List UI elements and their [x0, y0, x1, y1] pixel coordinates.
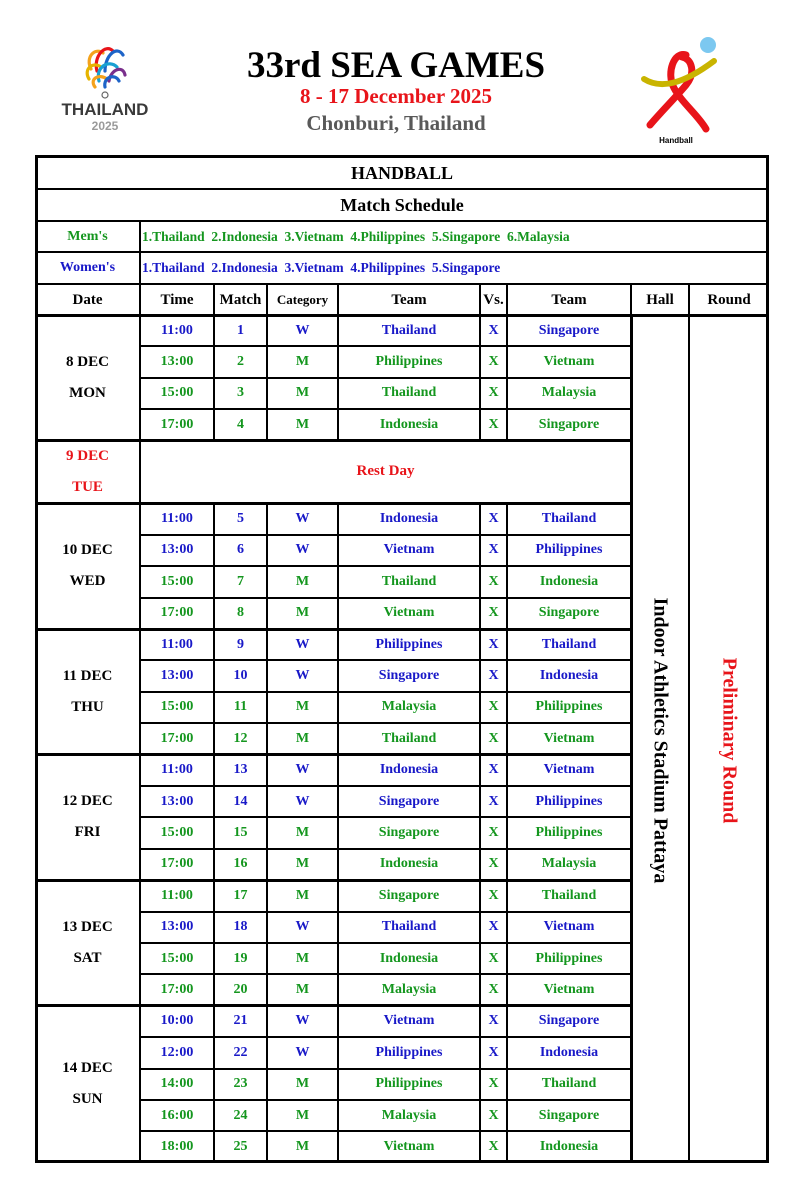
column-divider — [139, 880, 141, 1006]
match-number: 1 — [237, 322, 244, 338]
date-cell — [35, 755, 140, 881]
column-divider — [337, 284, 339, 315]
column-divider — [479, 880, 481, 1006]
column-divider — [506, 755, 508, 881]
match-number: 3 — [237, 385, 244, 401]
away-team: Thailand — [541, 887, 597, 903]
versus-mark: X — [488, 605, 499, 621]
column-divider — [139, 629, 141, 755]
match-time: 11:00 — [161, 636, 193, 652]
day-date: 9 DEC — [66, 447, 109, 464]
page-title: 33rd SEA GAMES — [246, 45, 546, 86]
match-time: 13:00 — [160, 793, 194, 809]
column-divider — [139, 755, 141, 881]
match-time: 15:00 — [160, 385, 194, 401]
match-number: 21 — [233, 1013, 248, 1029]
day-weekday: FRI — [74, 824, 101, 841]
away-team: Indonesia — [539, 1139, 599, 1155]
match-time: 13:00 — [160, 668, 194, 684]
match-number: 12 — [233, 730, 248, 746]
column-divider — [213, 315, 215, 441]
handball-pictogram-icon — [626, 33, 726, 145]
match-category: W — [295, 668, 310, 684]
round-cell — [689, 600, 769, 880]
match-number: 2 — [237, 354, 244, 370]
column-divider — [479, 1006, 481, 1163]
round-name: Preliminary Round — [718, 657, 741, 823]
match-time: 10:00 — [160, 1013, 194, 1029]
away-team: Indonesia — [539, 1044, 599, 1060]
thailand-2025-logo — [55, 35, 155, 135]
away-team: Malaysia — [541, 856, 597, 872]
column-divider — [337, 880, 339, 1006]
match-number: 14 — [233, 793, 248, 809]
home-team: Malaysia — [381, 699, 437, 715]
column-divider — [266, 503, 268, 629]
match-category: M — [295, 982, 310, 998]
column-divider — [213, 629, 215, 755]
column-divider — [266, 880, 268, 1006]
match-category: W — [295, 636, 310, 652]
away-team: Philippines — [535, 793, 603, 809]
match-time: 17:00 — [160, 856, 194, 872]
match-number: 9 — [237, 636, 244, 652]
home-team: Philippines — [375, 354, 443, 370]
column-header-date: Date — [72, 291, 103, 308]
home-team: Malaysia — [381, 1107, 437, 1123]
match-category: W — [295, 542, 310, 558]
versus-mark: X — [488, 416, 499, 432]
date-cell — [35, 315, 140, 441]
match-time: 11:00 — [161, 511, 193, 527]
day-weekday: SUN — [72, 1091, 103, 1108]
match-time: 15:00 — [160, 699, 194, 715]
versus-mark: X — [488, 511, 499, 527]
versus-mark: X — [488, 354, 499, 370]
day-weekday: SAT — [73, 949, 102, 966]
match-category: M — [295, 856, 310, 872]
home-team: Thailand — [381, 322, 437, 338]
column-divider — [479, 503, 481, 629]
match-time: 13:00 — [160, 919, 194, 935]
match-number: 6 — [237, 542, 244, 558]
match-number: 17 — [233, 887, 248, 903]
column-divider — [337, 1006, 339, 1163]
column-divider — [506, 503, 508, 629]
home-team: Singapore — [378, 825, 440, 841]
women-label: Women's — [59, 260, 116, 275]
match-category: M — [295, 385, 310, 401]
away-team: Vietnam — [543, 730, 595, 746]
column-divider — [266, 629, 268, 755]
column-header-time: Time — [160, 291, 194, 308]
versus-mark: X — [488, 668, 499, 684]
match-category: M — [295, 699, 310, 715]
match-time: 17:00 — [160, 416, 194, 432]
versus-mark: X — [488, 762, 499, 778]
match-number: 23 — [233, 1076, 248, 1092]
home-team: Thailand — [381, 573, 437, 589]
column-divider — [506, 880, 508, 1006]
match-number: 4 — [237, 416, 244, 432]
versus-mark: X — [488, 982, 499, 998]
column-divider — [266, 755, 268, 881]
column-divider — [266, 284, 268, 315]
column-divider — [213, 503, 215, 629]
match-category: W — [295, 1013, 310, 1029]
column-header-vs: Vs. — [483, 291, 504, 308]
logo-country-text: THAILAND — [61, 100, 149, 119]
away-team: Thailand — [541, 1076, 597, 1092]
match-number: 20 — [233, 982, 248, 998]
date-cell — [35, 1006, 140, 1163]
match-time: 12:00 — [160, 1044, 194, 1060]
date-cell — [35, 441, 140, 504]
sport-title: HANDBALL — [350, 162, 453, 183]
match-time: 11:00 — [161, 322, 193, 338]
match-time: 17:00 — [160, 730, 194, 746]
day-date: 10 DEC — [62, 542, 113, 559]
date-cell — [35, 880, 140, 1006]
home-team: Singapore — [378, 887, 440, 903]
match-time: 14:00 — [160, 1076, 194, 1092]
match-number: 16 — [233, 856, 248, 872]
event-dates: 8 - 17 December 2025 — [299, 84, 493, 108]
pictogram-label: Handball — [659, 136, 693, 145]
men-label: Mem's — [67, 229, 108, 244]
away-team: Thailand — [541, 636, 597, 652]
schedule-subtitle: Match Schedule — [340, 195, 464, 215]
home-team: Thailand — [381, 385, 437, 401]
date-cell — [35, 503, 140, 629]
versus-mark: X — [488, 887, 499, 903]
day-date: 8 DEC — [66, 353, 109, 370]
day-date: 13 DEC — [62, 918, 113, 935]
match-number: 18 — [233, 919, 248, 935]
versus-mark: X — [488, 825, 499, 841]
column-divider — [337, 503, 339, 629]
column-divider — [688, 284, 690, 315]
column-divider — [479, 284, 481, 315]
versus-mark: X — [488, 793, 499, 809]
column-header-team2: Team — [551, 291, 587, 308]
match-time: 13:00 — [160, 542, 194, 558]
hall-name: Indoor Athletics Stadium Pattaya — [649, 597, 672, 883]
match-category: W — [295, 1044, 310, 1060]
column-header-round: Round — [707, 291, 751, 308]
column-header-category: Category — [276, 292, 329, 307]
home-team: Singapore — [378, 793, 440, 809]
versus-mark: X — [488, 1044, 499, 1060]
versus-mark: X — [488, 1013, 499, 1029]
day-weekday: MON — [69, 384, 106, 401]
column-divider — [139, 315, 141, 441]
home-team: Singapore — [378, 668, 440, 684]
away-team: Singapore — [538, 605, 600, 621]
column-header-team1: Team — [391, 291, 427, 308]
match-time: 18:00 — [160, 1139, 194, 1155]
away-team: Singapore — [538, 322, 600, 338]
versus-mark: X — [488, 542, 499, 558]
match-number: 5 — [237, 511, 244, 527]
day-date: 14 DEC — [62, 1060, 113, 1077]
match-category: W — [295, 322, 310, 338]
home-team: Indonesia — [379, 511, 439, 527]
match-category: W — [295, 919, 310, 935]
column-divider — [139, 284, 141, 315]
column-divider — [213, 880, 215, 1006]
match-category: M — [295, 887, 310, 903]
match-category: W — [295, 793, 310, 809]
column-divider — [266, 1006, 268, 1163]
match-number: 13 — [233, 762, 248, 778]
away-team: Philippines — [535, 825, 603, 841]
versus-mark: X — [488, 385, 499, 401]
match-category: W — [295, 762, 310, 778]
men-teams-list: 1.Thailand 2.Indonesia 3.Vietnam 4.Philippines 5.Singapore 6.Malaysia — [142, 229, 570, 244]
away-team: Singapore — [538, 1013, 600, 1029]
match-category: W — [295, 511, 310, 527]
column-divider — [506, 629, 508, 755]
versus-mark: X — [488, 1076, 499, 1092]
home-team: Philippines — [375, 636, 443, 652]
versus-mark: X — [488, 573, 499, 589]
home-team: Thailand — [381, 919, 437, 935]
match-time: 15:00 — [160, 825, 194, 841]
column-divider — [213, 755, 215, 881]
away-team: Malaysia — [541, 385, 597, 401]
home-team: Vietnam — [383, 542, 435, 558]
home-team: Thailand — [381, 730, 437, 746]
column-divider — [213, 284, 215, 315]
away-team: Indonesia — [539, 668, 599, 684]
home-team: Indonesia — [379, 856, 439, 872]
day-weekday: WED — [69, 573, 106, 590]
home-team: Indonesia — [379, 762, 439, 778]
column-divider — [479, 755, 481, 881]
match-category: M — [295, 1107, 310, 1123]
match-number: 25 — [233, 1139, 248, 1155]
versus-mark: X — [488, 636, 499, 652]
match-category: M — [295, 950, 310, 966]
home-team: Vietnam — [383, 1139, 435, 1155]
away-team: Vietnam — [543, 762, 595, 778]
home-team: Philippines — [375, 1044, 443, 1060]
column-divider — [479, 629, 481, 755]
match-number: 10 — [233, 668, 248, 684]
match-time: 15:00 — [160, 573, 194, 589]
hall-cell — [631, 575, 689, 905]
match-number: 24 — [233, 1107, 248, 1123]
versus-mark: X — [488, 730, 499, 746]
home-team: Vietnam — [383, 605, 435, 621]
match-time: 11:00 — [161, 762, 193, 778]
day-weekday: THU — [71, 698, 104, 715]
match-category: M — [295, 825, 310, 841]
versus-mark: X — [488, 950, 499, 966]
versus-mark: X — [488, 919, 499, 935]
away-team: Philippines — [535, 699, 603, 715]
match-time: 16:00 — [160, 1107, 194, 1123]
away-team: Vietnam — [543, 919, 595, 935]
away-team: Singapore — [538, 416, 600, 432]
match-time: 15:00 — [160, 950, 194, 966]
match-category: M — [295, 730, 310, 746]
home-team: Indonesia — [379, 416, 439, 432]
match-category: M — [295, 605, 310, 621]
match-category: M — [295, 354, 310, 370]
away-team: Vietnam — [543, 982, 595, 998]
column-divider — [506, 284, 508, 315]
match-category: M — [295, 573, 310, 589]
column-divider — [337, 315, 339, 441]
match-time: 17:00 — [160, 605, 194, 621]
match-time: 17:00 — [160, 982, 194, 998]
column-divider — [266, 315, 268, 441]
versus-mark: X — [488, 1107, 499, 1123]
match-category: M — [295, 416, 310, 432]
match-time: 13:00 — [160, 354, 194, 370]
column-divider — [213, 1006, 215, 1163]
column-divider — [506, 315, 508, 441]
away-team: Vietnam — [543, 354, 595, 370]
column-divider — [630, 284, 632, 315]
versus-mark: X — [488, 856, 499, 872]
versus-mark: X — [488, 699, 499, 715]
match-number: 19 — [233, 950, 248, 966]
home-team: Malaysia — [381, 982, 437, 998]
women-teams-list: 1.Thailand 2.Indonesia 3.Vietnam 4.Philippines 5.Singapore — [142, 260, 501, 275]
versus-mark: X — [488, 1139, 499, 1155]
match-category: M — [295, 1139, 310, 1155]
column-divider — [337, 629, 339, 755]
away-team: Philippines — [535, 950, 603, 966]
home-team: Indonesia — [379, 950, 439, 966]
rest-day-label: Rest Day — [356, 463, 415, 480]
column-header-match: Match — [219, 291, 262, 308]
away-team: Philippines — [535, 542, 603, 558]
match-number: 11 — [233, 699, 248, 715]
away-team: Singapore — [538, 1107, 600, 1123]
column-divider — [506, 1006, 508, 1163]
page-header — [0, 0, 800, 152]
column-header-hall: Hall — [646, 291, 674, 308]
logo-year-text: 2025 — [91, 119, 119, 133]
versus-mark: X — [488, 322, 499, 338]
away-team: Thailand — [541, 511, 597, 527]
day-date: 12 DEC — [62, 793, 113, 810]
day-weekday: TUE — [72, 478, 103, 495]
home-team: Philippines — [375, 1076, 443, 1092]
match-time: 11:00 — [161, 887, 193, 903]
match-number: 22 — [233, 1044, 248, 1060]
column-divider — [479, 315, 481, 441]
column-divider — [139, 503, 141, 629]
match-category: M — [295, 1076, 310, 1092]
home-team: Vietnam — [383, 1013, 435, 1029]
event-location: Chonburi, Thailand — [306, 111, 486, 135]
away-team: Indonesia — [539, 573, 599, 589]
match-number: 7 — [237, 573, 244, 589]
column-divider — [337, 755, 339, 881]
match-number: 8 — [237, 605, 244, 621]
day-date: 11 DEC — [62, 667, 113, 684]
match-number: 15 — [233, 825, 248, 841]
date-cell — [35, 629, 140, 755]
column-divider — [139, 1006, 141, 1163]
